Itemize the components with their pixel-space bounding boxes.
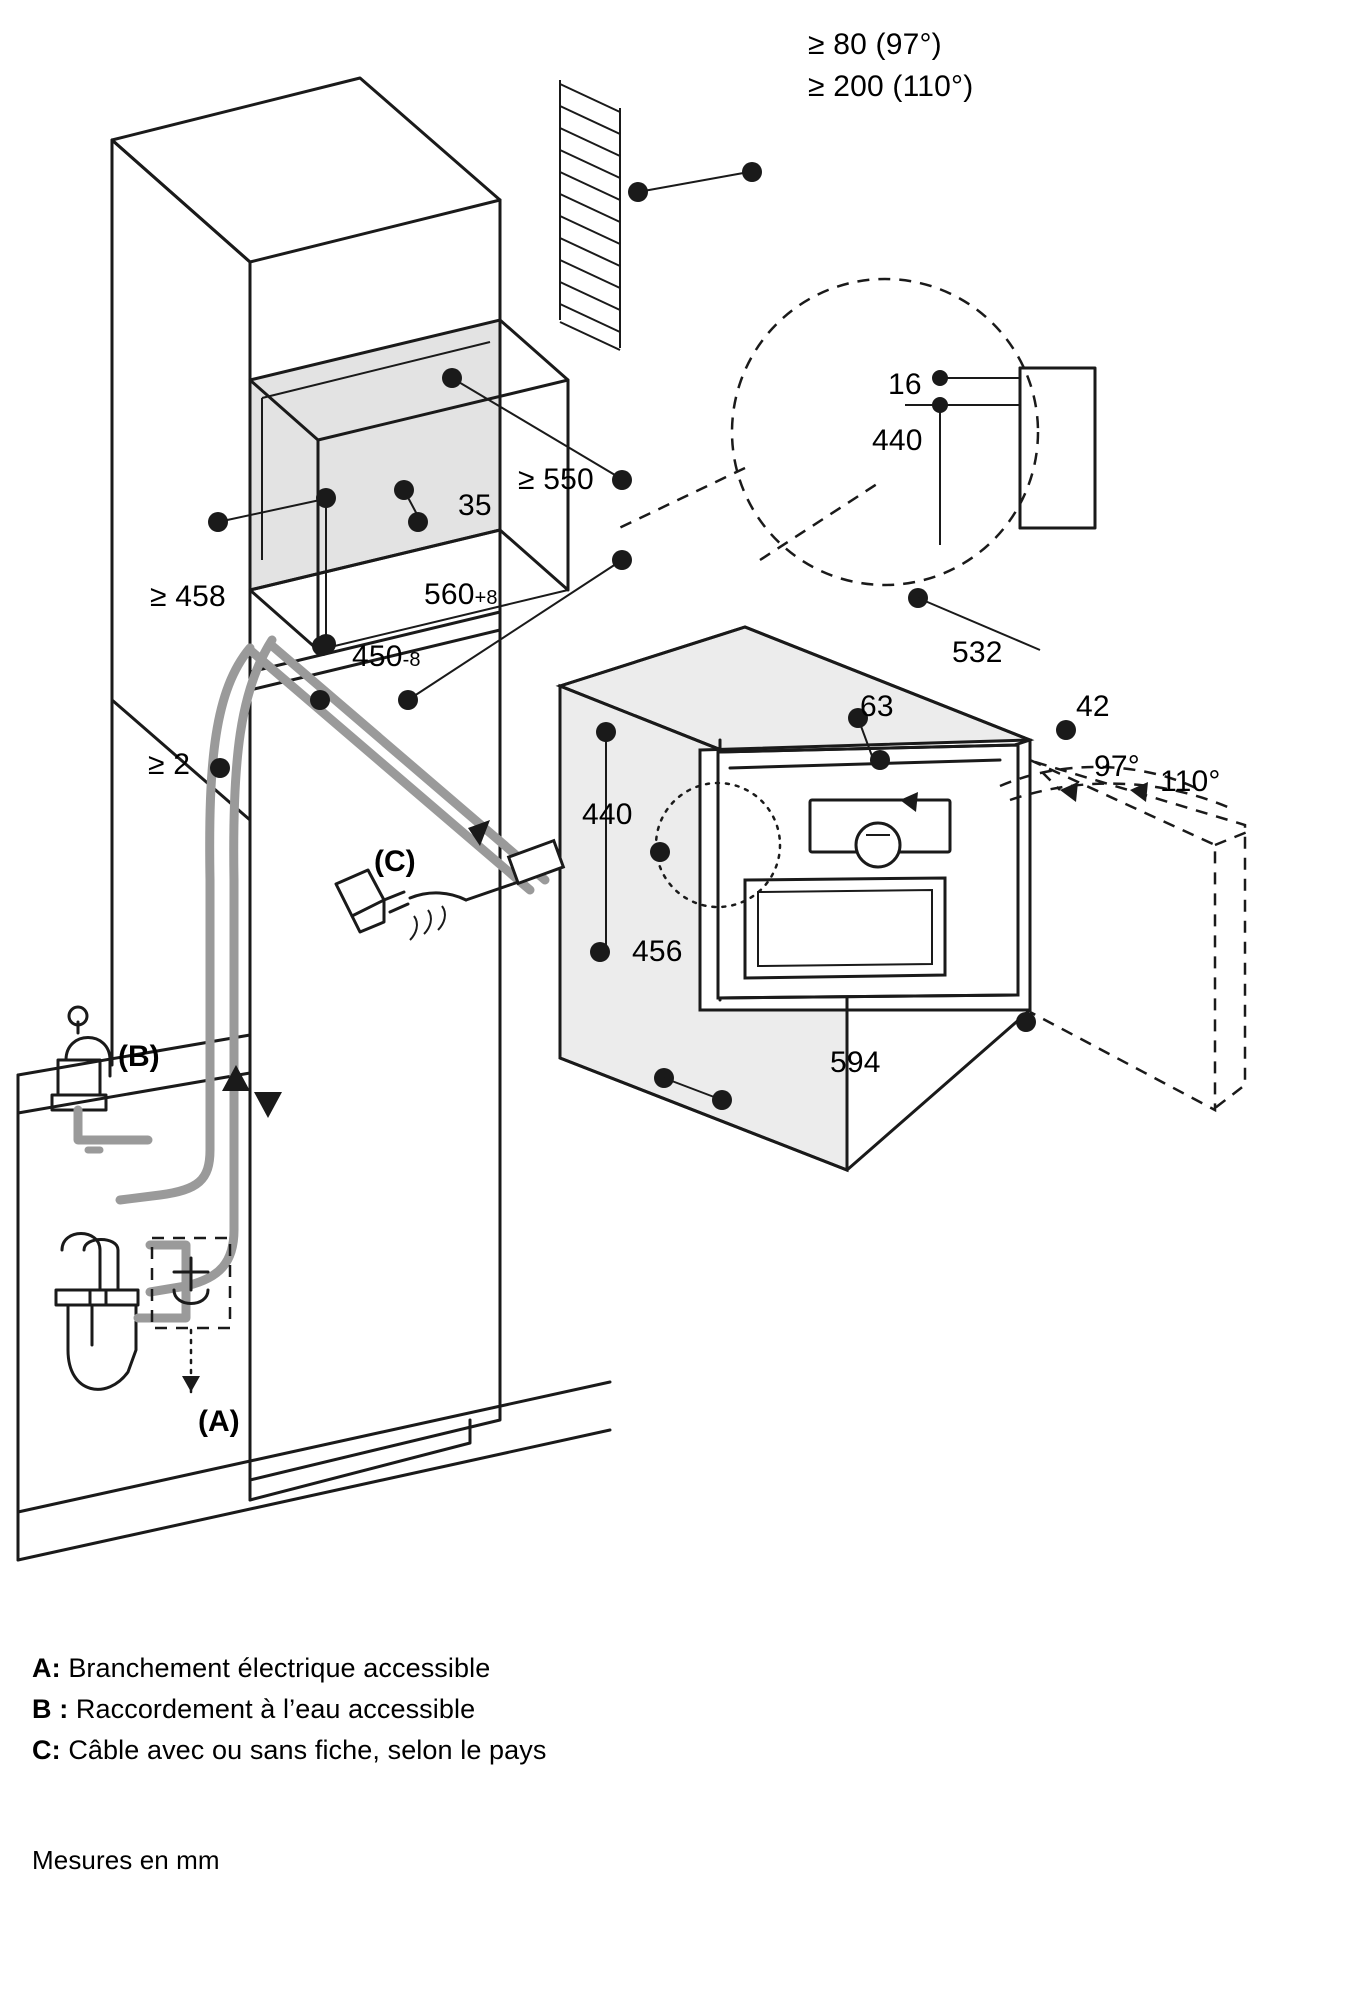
ventilation-grille bbox=[560, 80, 620, 350]
legend-row bbox=[32, 1648, 932, 1689]
callout-b: (B) bbox=[118, 1040, 160, 1073]
label-angle-97: 97° bbox=[1094, 750, 1140, 783]
legend-key-a: A: bbox=[32, 1653, 61, 1683]
label-panel-63: 63 bbox=[860, 690, 894, 723]
label-bottom-gap: ≥ 2 bbox=[148, 748, 191, 781]
callout-c: (C) bbox=[374, 845, 416, 878]
legend-key-b: B : bbox=[32, 1694, 69, 1724]
legend-row bbox=[32, 1689, 932, 1730]
callout-a: (A) bbox=[198, 1405, 240, 1438]
label-appliance-depth: 532 bbox=[952, 636, 1003, 669]
oven-appliance bbox=[560, 627, 1030, 1170]
label-detail-16: 16 bbox=[888, 368, 922, 401]
label-appliance-height: 440 bbox=[582, 798, 633, 831]
legend-text-c: Câble avec ou sans fiche, selon le pays bbox=[68, 1735, 547, 1765]
drain-siphon-icon bbox=[56, 1234, 186, 1390]
label-vent-200: ≥ 200 (110°) bbox=[808, 70, 974, 103]
label-niche-depth: ≥ 550 bbox=[518, 463, 594, 496]
label-door-offset: 42 bbox=[1076, 690, 1110, 723]
label-appliance-depth-back: 456 bbox=[632, 935, 683, 968]
units-note: Mesures en mm bbox=[32, 1845, 220, 1875]
label-appliance-width: 594 bbox=[830, 1046, 881, 1079]
legend-text-a: Branchement électrique accessible bbox=[68, 1653, 491, 1683]
label-vent-80: ≥ 80 (97°) bbox=[808, 28, 942, 61]
legend-text-b: Raccordement à l’eau accessible bbox=[75, 1694, 476, 1724]
label-front-gap: 35 bbox=[458, 489, 492, 522]
label-detail-440: 440 bbox=[872, 424, 923, 457]
legend-key-c: C: bbox=[32, 1735, 61, 1765]
label-niche-height: 450-8 bbox=[352, 640, 421, 673]
detail-magnifier bbox=[615, 279, 1095, 585]
label-angle-110: 110° bbox=[1160, 765, 1221, 798]
label-floor-height: ≥ 458 bbox=[150, 580, 226, 613]
legend bbox=[32, 1648, 932, 1771]
label-niche-width: 560+8 bbox=[424, 578, 498, 611]
legend-row bbox=[32, 1730, 932, 1771]
